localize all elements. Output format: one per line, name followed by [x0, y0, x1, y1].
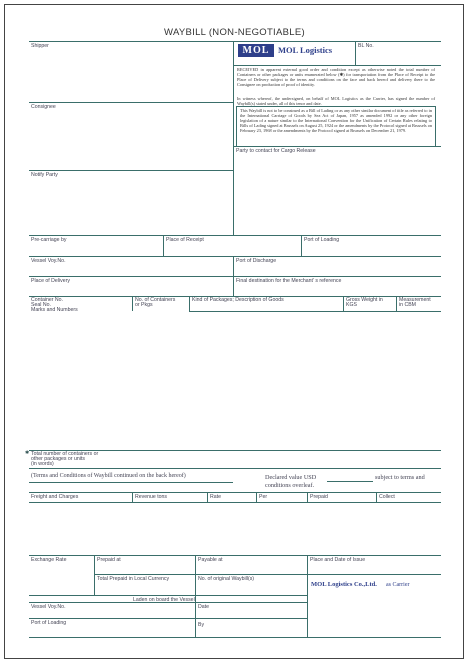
notice-clause: This Waybill is not to be construed as a Bill of Lading or as any other similar document of title as referred to in the International Carriage of Goods by Sea Act of Japan, 1957 as amended 1992 or any other foreign legislation of a nature similar to the International Convention for the Unification of Certain Rules relating to Bills of Lading signed at Brussels on August 25, 1924 or the amendments by the Protocol signed at Brussels on February 23, 1968 or the amendments by the Protocol signed at Brussels on December 21, 1979. — [240, 108, 432, 134]
bl-no-label: BL No. — [358, 43, 374, 49]
exchange-rate-label: Exchange Rate — [31, 557, 67, 563]
payable-at-label: Payable at — [198, 557, 223, 563]
rule — [29, 235, 441, 236]
laden-date-label: Date — [198, 604, 209, 610]
gross-weight-label-1: Gross Weight in — [346, 297, 383, 303]
rule — [376, 492, 377, 502]
rule — [256, 492, 257, 502]
consignee-label: Consignee — [31, 104, 56, 110]
pre-carriage-label: Pre-carriage by — [31, 237, 67, 243]
logo-mark: MOL — [238, 44, 274, 57]
rule — [233, 65, 441, 66]
per-label: Per — [259, 494, 268, 500]
place-delivery-label: Place of Delivery — [31, 278, 70, 284]
laden-vessel-voy-label: Vessel Voy.No. — [31, 604, 66, 610]
rate-label: Rate — [210, 494, 221, 500]
rule — [396, 296, 397, 311]
revenue-tons-label: Revenue tons — [135, 494, 168, 500]
asterisk-mark: ✱ — [25, 450, 30, 456]
notice-box — [236, 106, 436, 147]
rule — [307, 574, 441, 575]
rule — [94, 555, 95, 595]
gross-weight-label-2: KGS — [346, 302, 357, 308]
rule — [29, 602, 307, 603]
rule — [94, 574, 307, 575]
kind-packages-label: Kind of Packages; Description of Goods — [192, 297, 284, 303]
terms-continued: (Terms and Conditions of Waybill continued on the back hereof) — [31, 473, 186, 479]
notify-party-label: Notify Party — [31, 172, 58, 178]
rule — [29, 637, 441, 638]
no-containers-label-2: or Pkgs — [135, 302, 153, 308]
by-label: By — [198, 622, 205, 628]
party-contact-label: Party to contact for Cargo Release — [236, 148, 316, 154]
no-containers-label-1: No. of Containers — [135, 297, 176, 303]
rule — [29, 468, 441, 469]
rule — [29, 102, 233, 103]
measurement-label-1: Measurement — [399, 297, 431, 303]
carrier-name: MOL Logistics Co.,Ltd. — [311, 581, 377, 588]
measurement-label-2: in CBM — [399, 302, 417, 308]
rule — [29, 502, 441, 503]
logo-name: MOL Logistics — [278, 45, 333, 55]
rule — [29, 492, 441, 493]
rule — [307, 492, 308, 502]
total-prepaid-label: Total Prepaid in Local Currency — [97, 576, 170, 582]
marks-label: Marks and Numbers — [31, 307, 78, 313]
rule — [195, 555, 196, 637]
laden-port-loading-label: Port of Loading — [31, 620, 67, 626]
rule — [233, 41, 234, 235]
rule — [189, 296, 190, 311]
shipper-label: Shipper — [31, 43, 49, 49]
laden-on-board-label: Laden on board the Vessel — [133, 597, 195, 603]
declared-value-subject: subject to terms and — [375, 474, 425, 481]
rule — [307, 555, 308, 637]
carrier-as-label: as Carrier — [386, 582, 410, 588]
freight-charges-label: Freight and Charges — [31, 494, 79, 500]
place-receipt-label: Place of Receipt — [166, 237, 204, 243]
rule — [29, 276, 441, 277]
collect-label: Collect — [379, 494, 395, 500]
rule — [29, 256, 441, 257]
received-clause: RECEIVED in apparent external good order and condition except as otherwise noted the total number of Containers or other packages or units enumerated below (✱) for transportation from the Place of Receipt to the Place of Delivery subject to the terms and conditions on the face and back hereof and delivery there to the Consignee on production of proof of identity. — [237, 67, 435, 88]
total-label-2: other packages or units — [31, 456, 85, 462]
rule — [29, 482, 233, 483]
declared-value-underline — [327, 481, 373, 482]
port-discharge-label: Port of Discharge — [236, 258, 277, 264]
rule — [163, 235, 164, 256]
prepaid-at-label: Prepaid at — [97, 557, 121, 563]
vessel-voy-label: Vessel Voy.No. — [31, 258, 66, 264]
no-waybills-label: No. of original Waybill(s) — [198, 576, 255, 582]
rule — [29, 170, 233, 171]
place-date-issue-label: Place and Date of Issue — [310, 557, 366, 563]
mol-logo — [238, 44, 350, 57]
declared-value-conditions: conditions overleaf. — [265, 482, 315, 489]
total-label-3: (in words) — [31, 461, 54, 467]
witness-clause: In witness whereof, the undersigned, on behalf of MOL Logistics as the Carrier, has signed the number of Waybill(s) stated under, all of this tenor and date. — [237, 96, 435, 107]
rule — [132, 296, 133, 311]
prepaid-label: Prepaid — [310, 494, 328, 500]
seal-no-label: Seal No. — [31, 302, 51, 308]
rule — [343, 296, 344, 311]
rule — [355, 41, 356, 65]
declared-value-label: Declared value USD — [265, 474, 317, 481]
rule — [189, 311, 441, 312]
rule — [29, 618, 307, 619]
document-title: WAYBILL (NON-NEGOTIABLE) — [164, 27, 305, 38]
rule — [301, 235, 302, 256]
total-label-1: Total number of containers or — [31, 451, 99, 457]
final-destination-label: Final destination for the Merchant’ s reference — [236, 278, 342, 284]
rule — [207, 492, 208, 502]
rule — [29, 41, 441, 42]
rule — [29, 595, 307, 596]
port-loading-label: Port of Loading — [304, 237, 340, 243]
rule — [132, 492, 133, 502]
rule — [233, 146, 441, 147]
rule — [29, 555, 441, 556]
container-no-label: Container No. — [31, 297, 64, 303]
